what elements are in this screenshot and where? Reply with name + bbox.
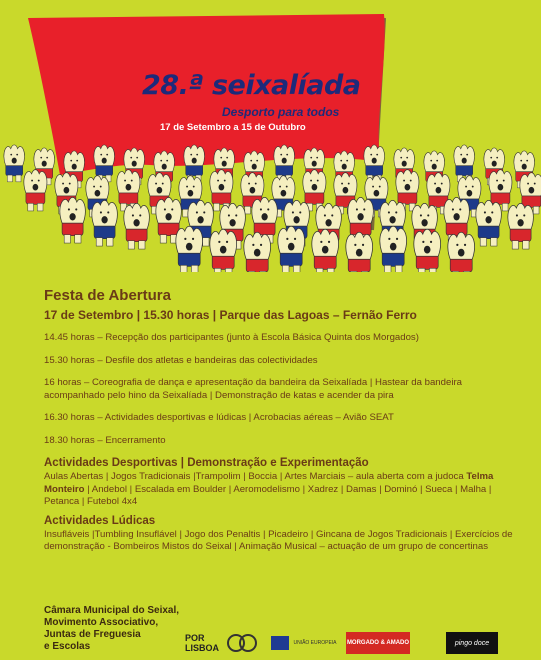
mascot-crowd — [4, 145, 541, 272]
mascot — [184, 145, 205, 182]
mascot — [414, 229, 441, 272]
eu-flag-icon — [271, 636, 289, 650]
mascot — [210, 170, 233, 211]
logo-morgado-amado: MORGADO & AMADO — [346, 632, 410, 654]
mascot — [24, 170, 47, 211]
mascot — [476, 200, 502, 246]
mascot — [92, 200, 118, 246]
event-title: Festa de Abertura — [44, 287, 171, 304]
hero-illustration — [0, 0, 541, 272]
mascot — [176, 226, 203, 272]
schedule-item: 16 horas – Coreografia de dança e apresentação da bandeira da Seixalíada | Hastear da bandeira acompanhado pelo hino da Seixalíada | Demonstração de katas e acender da pira — [44, 377, 462, 401]
organizers: Câmara Municipal do Seixal, Movimento Associativo, Juntas de Freguesia e Escolas — [44, 605, 180, 652]
mascot — [124, 203, 150, 249]
schedule-item: 16.30 horas – Actividades desportivas e lúdicas | Acrobacias aéreas – Avião SEAT — [44, 412, 394, 423]
section-text-desportivas: Aulas Abertas | Jogos Tradicionais |Trampolim | Boccia | Artes Marciais – aula aberta com a judoca Telma Monteiro | Andebol | Escalada em Boulder | Aeromodelismo | Xadrez | Damas | Dominó | Sueca | Malha | Petanca | Futebol 4x4 — [44, 471, 494, 507]
logo-por-lisboa: POR LISBOA — [185, 633, 220, 653]
mascot — [4, 145, 25, 182]
logo-uniao-europeia: UNIÃO EUROPEIA — [264, 632, 344, 654]
mascot — [60, 197, 86, 243]
mascot — [210, 229, 237, 272]
logo-quadro-referencia — [222, 632, 262, 654]
mascot — [380, 226, 407, 272]
section-title-ludicas: Actividades Lúdicas — [44, 514, 156, 527]
program-content — [44, 287, 514, 560]
sponsor-logos — [185, 632, 518, 654]
section-text-ludicas: Insufláveis |Tumbling Insuflável | Jogo dos Penaltis | Picadeiro | Gincana de Jogos Tradicionais | Exercícios de demonstração - Bombeiros Mistos do Seixal | Animação Musical – actuação de um grupo de concertinas — [44, 528, 513, 552]
schedule-item: 15.30 horas – Desfile dos atletas e bandeiras das colectividades — [44, 354, 318, 366]
logo-pingo-doce: pingo doce — [446, 632, 498, 654]
schedule-item: 18.30 horas – Encerramento — [44, 434, 166, 446]
mascot — [508, 203, 534, 249]
mascot — [244, 232, 271, 272]
event-slogan: Desporto para todos — [222, 105, 340, 119]
mascot — [448, 232, 475, 272]
section-title-desportivas: Actividades Desportivas | Demonstração e Experimentação — [44, 457, 369, 469]
schedule-item: 14.45 horas – Recepção dos participantes (junto à Escola Básica Quinta dos Morgados) — [44, 332, 419, 343]
mascot — [278, 226, 305, 272]
mascot — [312, 229, 339, 272]
event-logo-title: 28.ª seixalíada — [142, 70, 361, 101]
mascot — [346, 232, 373, 272]
event-subtitle: 17 de Setembro | 15.30 horas | Parque das Lagoas – Fernão Ferro — [44, 308, 417, 322]
event-dates: 17 de Setembro a 15 de Outubro — [160, 122, 306, 133]
